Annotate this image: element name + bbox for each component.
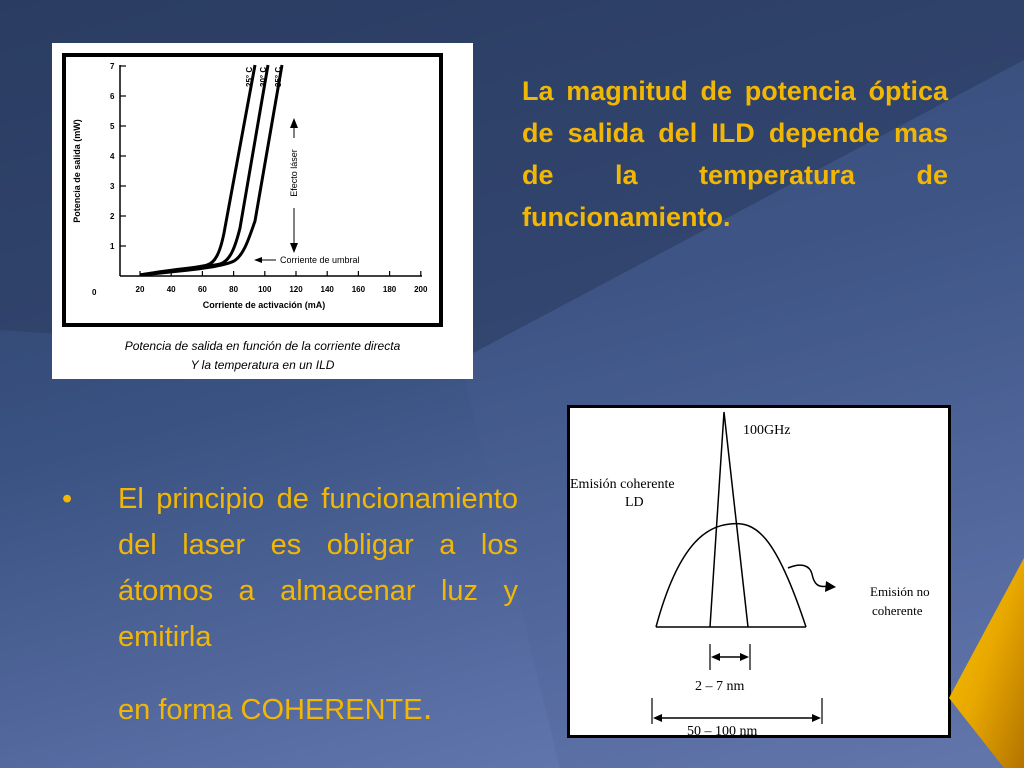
x-tick-label: 20 bbox=[135, 285, 145, 294]
threshold-label: Corriente de umbral bbox=[280, 255, 360, 265]
figure1-caption bbox=[52, 337, 473, 375]
curly-arrow bbox=[788, 565, 828, 586]
label-wide: 50 – 100 nm bbox=[687, 724, 758, 735]
x-tick-label: 160 bbox=[351, 285, 366, 294]
bullet-text-last bbox=[118, 684, 518, 733]
coherent-peak bbox=[710, 412, 748, 627]
bullet-period: . bbox=[422, 686, 433, 727]
label-100ghz: 100GHz bbox=[743, 423, 791, 438]
bullet-text-main: El principio de funcionamiento del laser es obligar a los átomos a almacenar luz y emitirla bbox=[118, 483, 518, 653]
y-axis-label: Potencia de salida (mW) bbox=[72, 119, 82, 223]
slide-title: La magnitud de potencia óptica de salida del ILD depende mas de la temperatura de funcionamiento. bbox=[522, 76, 948, 232]
y-tick-label: 4 bbox=[110, 152, 115, 161]
x-tick-label: 40 bbox=[166, 285, 176, 294]
x-axis-label: Corriente de activación (mA) bbox=[202, 300, 326, 310]
label-35c: 35° C bbox=[274, 66, 283, 87]
label-30c: 30° C bbox=[259, 66, 268, 87]
x-tick-label: 200 bbox=[414, 285, 428, 294]
label-25c: 25° C bbox=[245, 66, 254, 87]
gold-corner-decoration bbox=[949, 558, 1024, 768]
y-tick-label: 6 bbox=[110, 92, 115, 101]
ild-power-chart bbox=[52, 43, 473, 335]
noncoherent-curve bbox=[656, 524, 806, 627]
bullet-coherente: en forma COHERENTE bbox=[118, 694, 423, 726]
y-tick-label: 7 bbox=[110, 62, 115, 71]
bullet-text bbox=[118, 476, 518, 733]
caption-line-1: Potencia de salida en función de la corriente directa bbox=[124, 339, 401, 353]
y-tick-label: 5 bbox=[110, 122, 115, 131]
x-tick-label: 120 bbox=[289, 285, 303, 294]
x-tick-label: 100 bbox=[258, 285, 272, 294]
x-tick-label: 140 bbox=[320, 285, 334, 294]
caption-line-2: Y la temperatura en un ILD bbox=[190, 358, 335, 372]
curly-arrow-head bbox=[825, 581, 836, 592]
emission-diagram bbox=[570, 408, 948, 735]
laser-effect-label: Efecto láser bbox=[289, 149, 299, 197]
bullet-paragraph bbox=[62, 476, 518, 733]
y-tick-label: 1 bbox=[110, 242, 115, 251]
label-noncoherent-1: Emisión no bbox=[870, 584, 930, 599]
emission-spectrum-figure bbox=[567, 405, 951, 738]
label-noncoherent-2: coherente bbox=[872, 603, 923, 618]
label-narrow: 2 – 7 nm bbox=[695, 679, 745, 694]
y-tick-label: 3 bbox=[110, 182, 115, 191]
x-tick-label: 80 bbox=[229, 285, 239, 294]
label-coherent-1: Emisión coherente bbox=[570, 477, 675, 492]
x-tick-label: 60 bbox=[197, 285, 207, 294]
y-tick-label: 2 bbox=[110, 212, 115, 221]
y-tick-label: 0 bbox=[92, 288, 97, 297]
label-coherent-2: LD bbox=[625, 495, 644, 510]
ild-power-figure bbox=[52, 43, 473, 379]
x-tick-label: 180 bbox=[382, 285, 397, 294]
bullet-symbol: • bbox=[62, 483, 73, 515]
